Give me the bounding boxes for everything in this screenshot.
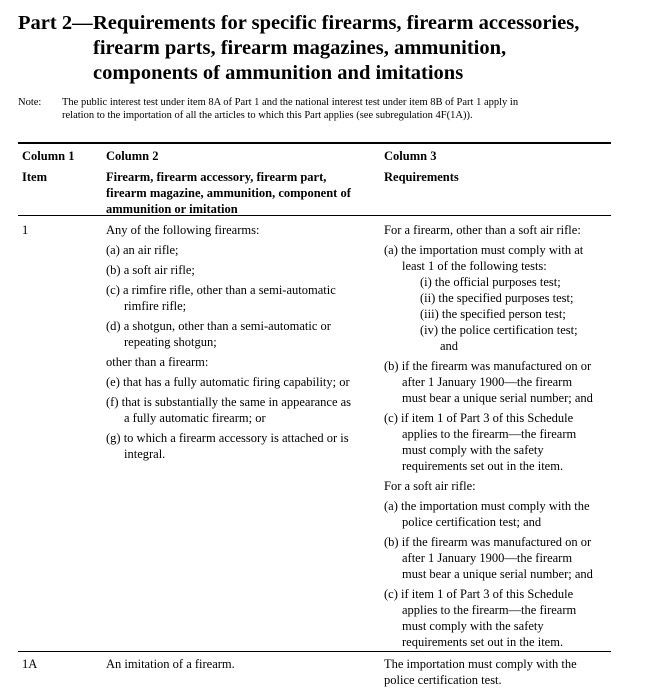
- list-item: (e) that has a fully automatic firing capability; or: [106, 375, 350, 389]
- list-item: (a) the importation must comply with the police certification test; and: [384, 499, 590, 529]
- list-item: (g) to which a firearm accessory is attached or is integral.: [106, 431, 349, 461]
- part-title-line: components of ammunition and imitations: [93, 62, 464, 84]
- column-3-header: Column 3 Requirements: [384, 149, 459, 184]
- part-title: [93, 11, 653, 86]
- column-2-header: Column 2 Firearm, firearm accessory, firearm part, firearm magazine, ammunition, component of ammunition or imitation: [106, 149, 351, 216]
- note-line: relation to the importation of all the articles to which this Part applies (see subregulation 4F(1A)).: [62, 110, 473, 121]
- row-1-item: 1: [22, 223, 29, 237]
- part-title-line: firearm parts, firearm magazines, ammunition,: [93, 37, 507, 59]
- col3-intro: For a firearm, other than a soft air rifle:: [384, 223, 581, 237]
- list-item: (d) a shotgun, other than a semi-automatic or repeating shotgun;: [106, 319, 331, 349]
- column-1-header: Column 1 Item: [22, 149, 75, 184]
- part-title-line: Requirements for specific firearms, firearm accessories,: [93, 12, 580, 34]
- list-item: (b) if the firearm was manufactured on or after 1 January 1900—the firearm must bear a unique serial number; and: [384, 535, 593, 581]
- row-1-column-2: [106, 222, 376, 462]
- list-item: (b) a soft air rifle;: [106, 263, 195, 277]
- sub-list-item: (iii) the specified person test;: [420, 307, 566, 321]
- row-1-column-3: [384, 222, 614, 650]
- col2-other: other than a firearm:: [106, 355, 209, 369]
- sub-list-item: (ii) the specified purposes test;: [420, 291, 574, 305]
- list-item: (c) if item 1 of Part 3 of this Schedule applies to the firearm—the firearm must comply with the safety requirements set out in the item.: [384, 411, 577, 473]
- part-number: Part 2—: [18, 12, 93, 34]
- sub-list-item: (i) the official purposes test;: [420, 275, 561, 289]
- row-divider-rule: [18, 651, 611, 652]
- row-1a-item: 1A: [22, 657, 38, 671]
- note-text: [62, 96, 642, 122]
- row-1a-column-3: The importation must comply with the police certification test.: [384, 657, 577, 687]
- list-item: (c) a rimfire rifle, other than a semi-automatic rimfire rifle;: [106, 283, 336, 313]
- note-line: The public interest test under item 8A of Part 1 and the national interest test under item 8B of Part 1 apply in: [62, 97, 519, 108]
- row-1a-column-2: An imitation of a firearm.: [106, 657, 235, 671]
- sub-list-item: (iv) the police certification test;: [420, 323, 578, 337]
- list-item: (c) if item 1 of Part 3 of this Schedule applies to the firearm—the firearm must comply with the safety requirements set out in the item.: [384, 587, 577, 649]
- note-label: Note:: [18, 97, 42, 108]
- col2-intro: Any of the following firearms:: [106, 223, 260, 237]
- col3-intro-soft-air: For a soft air rifle:: [384, 479, 476, 493]
- list-item: (a) an air rifle;: [106, 243, 179, 257]
- table-top-rule: [18, 142, 611, 144]
- list-item: (a) the importation must comply with at least 1 of the following tests:: [384, 243, 584, 273]
- list-item: (b) if the firearm was manufactured on or after 1 January 1900—the firearm must bear a unique serial number; and: [384, 359, 593, 405]
- and-connector: and: [440, 339, 459, 353]
- list-item: (f) that is substantially the same in appearance as a fully automatic firearm; or: [106, 395, 352, 425]
